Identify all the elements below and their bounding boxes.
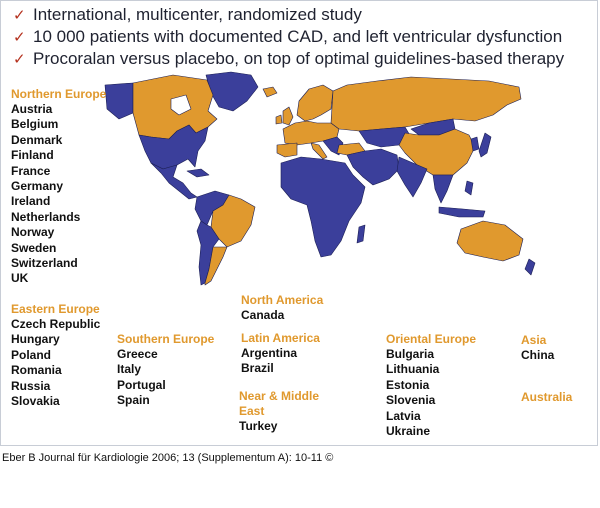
group-title: Australia xyxy=(521,390,573,404)
southern-europe-group xyxy=(117,332,214,409)
group-title: Asia xyxy=(521,333,547,347)
mexico-region xyxy=(151,163,197,199)
group-title: Oriental Europe xyxy=(386,332,477,346)
philippines-region xyxy=(465,181,473,195)
bullet-item: ✓ International, multicenter, randomized study xyxy=(13,5,362,24)
group-title: North America xyxy=(241,293,324,307)
country-list xyxy=(241,308,323,323)
australia-region xyxy=(457,221,523,261)
australia-group xyxy=(521,390,572,405)
scandinavia-region xyxy=(297,85,333,121)
group-title: Latin America xyxy=(241,331,320,345)
country-name: Czech Republic xyxy=(11,317,101,331)
iceland-region xyxy=(263,87,277,97)
country-list xyxy=(117,347,214,409)
country-name: Romania xyxy=(11,363,62,378)
country-name: Switzerland xyxy=(11,256,78,271)
country-name: Denmark xyxy=(11,132,63,147)
country-name: Argentina xyxy=(241,346,298,360)
country-name: Portugal xyxy=(117,377,166,392)
country-name: Poland xyxy=(11,347,52,362)
country-name: Sweden xyxy=(11,240,57,255)
country-name: Ireland xyxy=(11,194,51,209)
country-name: Netherlands xyxy=(11,209,81,224)
country-name: France xyxy=(11,163,51,178)
ireland-region xyxy=(276,115,282,124)
japan-region xyxy=(479,133,491,157)
country-name: Lithuania xyxy=(386,362,440,377)
southeast-asia-region xyxy=(433,175,453,203)
country-name: Slovakia xyxy=(11,394,60,409)
latin-america-group xyxy=(241,331,320,377)
group-title: Eastern Europe xyxy=(11,302,100,316)
uk-region xyxy=(283,107,293,125)
country-name: Turkey xyxy=(239,419,278,433)
country-name: Brazil xyxy=(241,361,274,376)
country-name: Norway xyxy=(11,225,55,240)
asia-group xyxy=(521,333,554,363)
madagascar-region xyxy=(357,225,365,243)
country-name: UK xyxy=(11,271,29,286)
country-list xyxy=(386,347,476,439)
bullet-list xyxy=(13,4,599,70)
country-list xyxy=(241,346,320,377)
bullet-item: ✓ Procoralan versus placebo, on top of optimal guidelines-based therapy xyxy=(13,49,565,68)
country-name: Bulgaria xyxy=(386,347,435,361)
country-name: Spain xyxy=(117,393,150,408)
country-name: Austria xyxy=(11,102,53,116)
country-list xyxy=(11,102,106,287)
country-list xyxy=(11,317,100,409)
group-title: Southern Europe xyxy=(117,332,215,346)
country-name: Russia xyxy=(11,378,51,393)
check-icon: ✓ xyxy=(13,6,26,24)
north-america-group xyxy=(241,293,323,323)
country-name: Italy xyxy=(117,362,142,377)
country-list xyxy=(521,348,554,363)
citation: Eber B Journal für Kardiologie 2006; 13 (Supplementum A): 10-11 © xyxy=(2,452,334,464)
italy-region xyxy=(311,143,327,159)
iberia-region xyxy=(277,143,297,157)
country-list xyxy=(239,419,319,434)
country-name: Greece xyxy=(117,347,158,361)
new-zealand-region xyxy=(525,259,535,275)
near-middle-east-group xyxy=(239,389,319,434)
africa-region xyxy=(281,157,365,257)
country-name: Belgium xyxy=(11,117,59,132)
country-name: Germany xyxy=(11,179,64,194)
alaska-region xyxy=(105,83,133,119)
greenland-region xyxy=(206,72,258,111)
eastern-europe-group xyxy=(11,302,100,409)
check-icon: ✓ xyxy=(13,28,26,46)
group-title: Northern Europe xyxy=(11,87,107,101)
russia-region xyxy=(331,77,521,131)
country-name: Canada xyxy=(241,308,285,322)
country-name: Ukraine xyxy=(386,424,431,439)
country-name: China xyxy=(521,348,555,362)
country-name: Hungary xyxy=(11,332,60,347)
indonesia-region xyxy=(439,207,485,217)
bullet-item: ✓ 10 000 patients with documented CAD, and left ventricular dysfunction xyxy=(13,27,563,46)
group-title: Near & Middle East xyxy=(239,389,320,418)
northern-europe-group xyxy=(11,87,106,287)
country-name: Slovenia xyxy=(386,393,436,408)
country-name: Finland xyxy=(11,148,54,163)
country-name: Latvia xyxy=(386,408,421,423)
caribbean-region xyxy=(187,169,209,177)
country-name: Estonia xyxy=(386,377,430,392)
oriental-europe-group xyxy=(386,332,476,439)
check-icon: ✓ xyxy=(13,50,26,68)
